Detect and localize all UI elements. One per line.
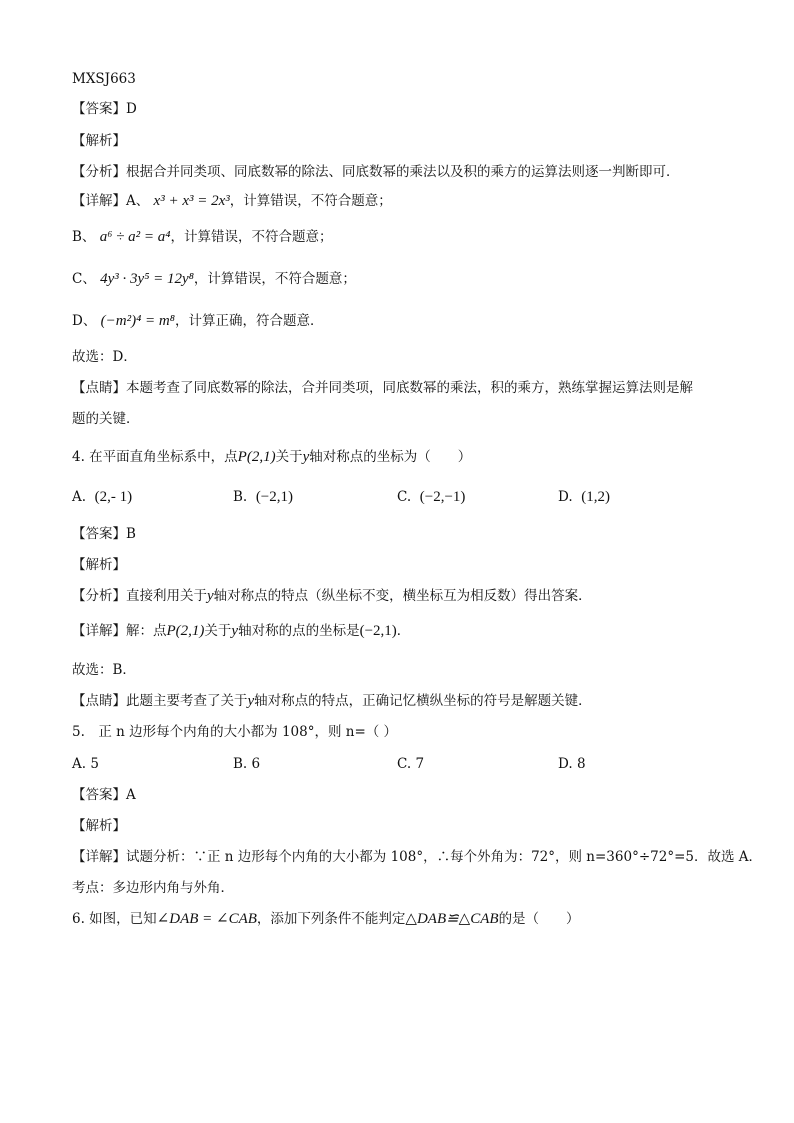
dianjing-text: 本题考查了同底数幂的除法，合并同类项，同底数幂的乘法，积的乘方，熟练掌握运算法则是解 <box>126 380 693 396</box>
option-d-expression: (−m²)⁴ = m⁸ <box>100 313 175 329</box>
fenxi-y: y <box>207 588 214 604</box>
q4-stem <box>72 446 471 468</box>
q4-option-a <box>72 488 132 506</box>
option-c-prefix: C、 <box>72 271 96 287</box>
xiangjie-mid2: 轴对称的点的坐标是 <box>238 623 360 639</box>
q6-stem-angles: ∠DAB = ∠CAB <box>156 911 257 927</box>
option-value: (−2,1) <box>255 489 294 505</box>
q5-option-b <box>233 755 260 773</box>
dianjing-post: 轴对称点的特点，正确记忆横纵坐标的符号是解题关键． <box>254 693 592 709</box>
q5-option-a <box>72 755 99 773</box>
option-value: 7 <box>415 756 425 772</box>
xiangjie-label: 【详解】 <box>72 623 126 639</box>
dianjing-label: 【点睛】 <box>72 380 126 396</box>
xiangjie-end: ． <box>396 623 411 639</box>
xiangjie-point: P(2,1) <box>166 623 205 639</box>
q3-dianjing-line1 <box>72 379 693 397</box>
option-label: B. <box>233 756 248 772</box>
option-value: (−2,−1) <box>419 489 466 505</box>
dianjing-y: y <box>247 693 255 709</box>
dianjing-label: 【点睛】 <box>72 693 126 709</box>
q3-dianjing-line2: 题的关键． <box>72 411 140 427</box>
q4-option-b <box>233 488 293 506</box>
fenxi-post: 轴对称点的特点（纵坐标不变，横坐标互为相反数）得出答案． <box>213 588 592 604</box>
option-b-prefix: B、 <box>72 229 96 245</box>
q3-guxuan: 故选：D． <box>72 349 137 365</box>
q4-option-c <box>397 488 465 506</box>
q6-stem <box>72 908 580 930</box>
xiangjie-y: y <box>231 623 239 639</box>
q5-analysis-label: 【解析】 <box>72 818 126 834</box>
xiangjie-pre: 解：点 <box>126 623 167 639</box>
option-label: A. <box>72 489 87 505</box>
q3-xiangjie-c <box>72 268 356 290</box>
option-d-prefix: D、 <box>72 313 97 329</box>
answer-value: B <box>126 526 136 542</box>
fenxi-label: 【分析】 <box>72 164 126 180</box>
q4-stem-mid: 关于 <box>275 449 303 465</box>
option-value: (2,- 1) <box>94 489 133 505</box>
q5-option-c <box>397 755 424 773</box>
q3-xiangjie-a <box>72 190 392 212</box>
q5-xiangjie <box>72 848 762 866</box>
option-label: C. <box>397 756 412 772</box>
option-c-verdict: ，计算错误，不符合题意； <box>193 271 356 287</box>
q4-stem-point: P(2,1) <box>237 449 276 465</box>
option-value: 6 <box>251 756 261 772</box>
dianjing-pre: 此题主要考查了关于 <box>126 693 248 709</box>
q3-analysis-label: 【解析】 <box>72 133 126 149</box>
q5-kaodian: 考点：多边形内角与外角． <box>72 880 234 896</box>
answer-value: A <box>126 787 136 803</box>
q4-guxuan: 故选：B． <box>72 662 136 678</box>
q5-option-d <box>558 755 586 773</box>
q6-stem-post: 的是（ ） <box>498 911 580 927</box>
q4-fenxi <box>72 587 592 605</box>
q4-xiangjie <box>72 620 410 642</box>
fenxi-pre: 直接利用关于 <box>126 588 207 604</box>
xiangjie-mid: 关于 <box>204 623 232 639</box>
option-a-expression: x³ + x³ = 2x³ <box>153 193 230 209</box>
q6-stem-pre: 6. 如图，已知 <box>72 911 157 927</box>
option-a-prefix: A、 <box>126 193 150 209</box>
option-value: (1,2) <box>581 489 610 505</box>
q4-stem-y: y <box>302 449 310 465</box>
xiangjie-result: (−2,1) <box>359 623 397 639</box>
q5-answer <box>72 786 136 804</box>
option-c-expression: 4y³ · 3y⁵ = 12y⁸ <box>100 271 194 287</box>
xiangjie-text: 试题分析：∵正 n 边形每个内角的大小都为 108°，∴每个外角为：72°，则 n=360°÷72°=5．故选 A． <box>126 849 763 865</box>
q4-stem-pre: 4. 在平面直角坐标系中，点 <box>72 449 238 465</box>
fenxi-text: 根据合并同类项、同底数幂的除法、同底数幂的乘法以及积的乘方的运算法则逐一判断即可． <box>126 164 680 180</box>
xiangjie-label: 【详解】 <box>72 849 126 865</box>
option-d-verdict: ，计算正确，符合题意． <box>174 313 324 329</box>
option-label: B. <box>233 489 248 505</box>
header-code: MXSJ663 <box>72 71 136 87</box>
q4-dianjing <box>72 692 592 710</box>
xiangjie-label: 【详解】 <box>72 193 126 209</box>
option-label: D. <box>558 489 573 505</box>
q3-xiangjie-b <box>72 226 333 248</box>
option-b-expression: a⁶ ÷ a² = a⁴ <box>99 229 171 245</box>
q3-xiangjie-d <box>72 310 323 332</box>
answer-label: 【答案】 <box>72 101 126 117</box>
option-value: 5 <box>90 756 99 772</box>
option-label: C. <box>397 489 412 505</box>
fenxi-label: 【分析】 <box>72 588 126 604</box>
option-a-verdict: ，计算错误，不符合题意； <box>229 193 392 209</box>
q3-answer <box>72 100 137 118</box>
answer-label: 【答案】 <box>72 526 126 542</box>
q3-fenxi <box>72 163 680 181</box>
option-value: 8 <box>576 756 586 772</box>
q6-stem-mid: ，添加下列条件不能判定 <box>256 911 406 927</box>
q4-analysis-label: 【解析】 <box>72 557 126 573</box>
option-b-verdict: ，计算错误，不符合题意； <box>170 229 333 245</box>
option-label: D. <box>558 756 573 772</box>
q6-stem-triangles: △DAB≌△CAB <box>405 911 499 927</box>
q4-option-d <box>558 488 610 506</box>
answer-label: 【答案】 <box>72 787 126 803</box>
answer-value: D <box>126 101 137 117</box>
q5-stem: 5. 正 n 边形每个内角的大小都为 108°，则 n=（ ） <box>72 724 398 740</box>
option-label: A. <box>72 756 87 772</box>
q4-stem-post: 轴对称点的坐标为（ ） <box>309 449 472 465</box>
q4-answer <box>72 525 136 543</box>
